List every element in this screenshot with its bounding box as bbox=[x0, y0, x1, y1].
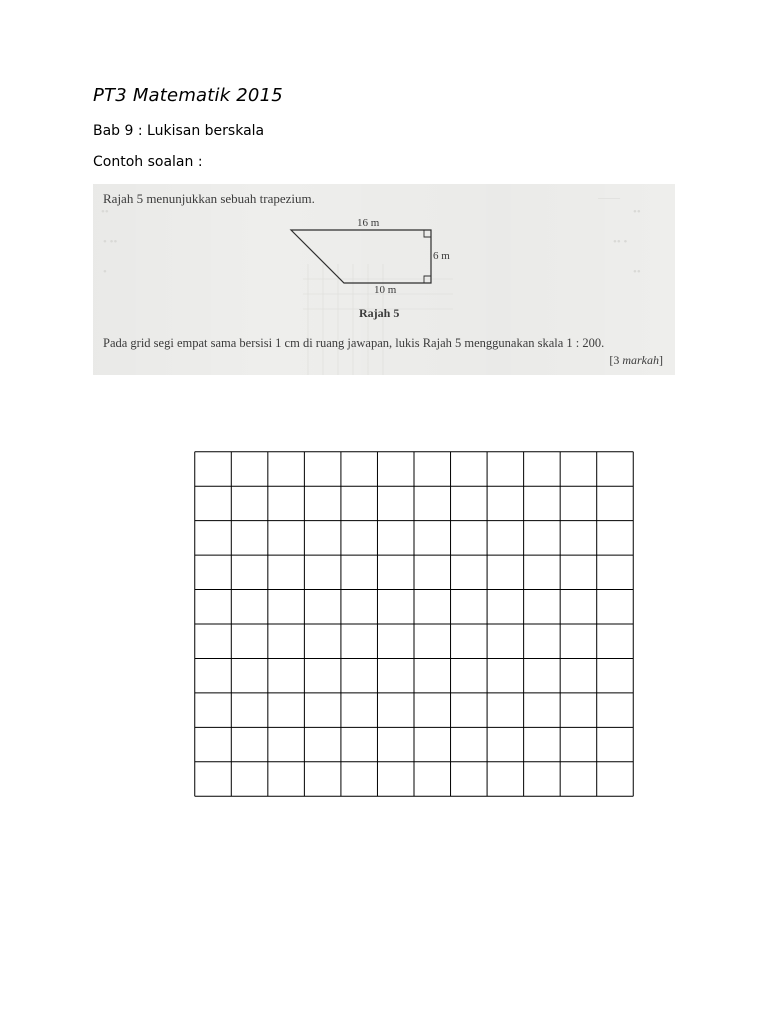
document-title: PT3 Matematik 2015 bbox=[93, 85, 283, 106]
answer-square-grid bbox=[194, 451, 634, 797]
figure-caption: Rajah 5 bbox=[359, 306, 400, 320]
marks-label bbox=[609, 353, 663, 368]
example-question-label: Contoh soalan : bbox=[93, 154, 203, 170]
dimension-bottom-label: 10 m bbox=[374, 284, 397, 296]
marks-open: [3 bbox=[609, 353, 623, 367]
scan-ghost-mark: •• bbox=[633, 266, 641, 278]
right-angle-marker-top bbox=[424, 230, 431, 237]
question-intro-text: Rajah 5 menunjukkan sebuah trapezium. bbox=[103, 191, 315, 206]
scan-ghost-mark: •• bbox=[633, 206, 641, 218]
scan-ghost-mark: • •• bbox=[103, 236, 118, 248]
marks-close: ] bbox=[659, 353, 663, 367]
scan-ghost-mark: •• • bbox=[613, 236, 628, 248]
question-instruction-text: Pada grid segi empat sama bersisi 1 cm di ruang jawapan, lukis Rajah 5 menggunakan skala 1 : 200. bbox=[103, 336, 605, 350]
scan-ghost-mark: • bbox=[103, 266, 107, 278]
marks-word: markah bbox=[622, 353, 659, 367]
scan-ghost-mark: •• bbox=[101, 206, 109, 218]
chapter-heading: Bab 9 : Lukisan berskala bbox=[93, 123, 265, 139]
trapezium-shape bbox=[291, 230, 431, 283]
right-angle-marker-bottom bbox=[424, 276, 431, 283]
dimension-top-label: 16 m bbox=[357, 217, 380, 229]
dimension-right-label: 6 m bbox=[433, 250, 450, 262]
scan-ghost-mark: —— bbox=[598, 192, 620, 204]
scanned-question-image bbox=[93, 184, 675, 375]
